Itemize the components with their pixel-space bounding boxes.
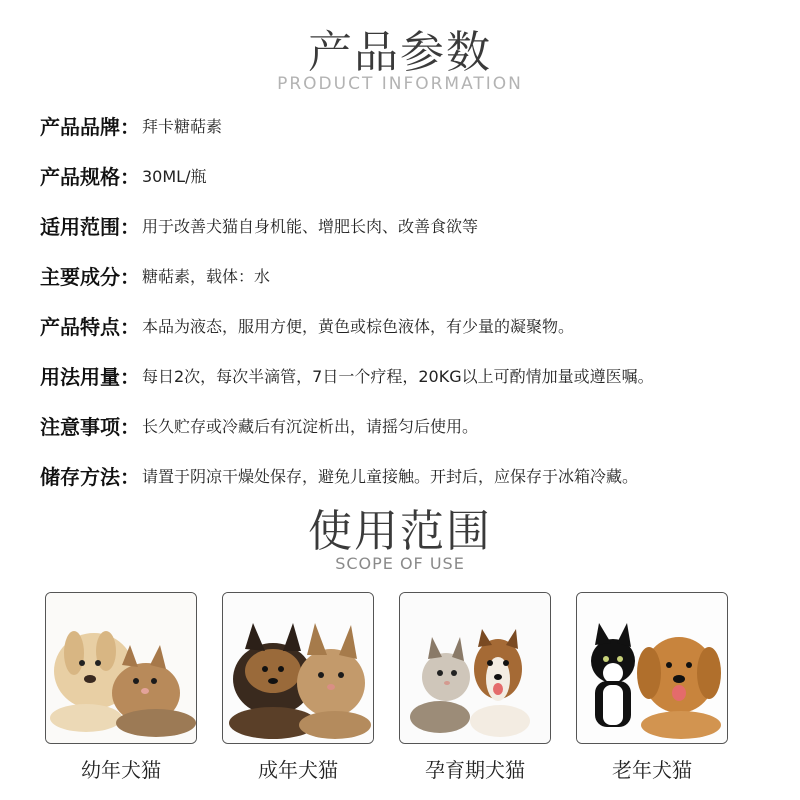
spec-value: 糖萜素，载体：水 [142,266,271,286]
spec-label: 用法用量： [40,364,140,389]
scope-card-list [45,592,735,792]
spec-label: 储存方法： [40,464,140,489]
spec-row-dosage [40,350,790,400]
spec-value: 每日2次，每次半滴管，7日一个疗程，20KG以上可酌情加量或遵医嘱。 [142,366,654,386]
spec-row-brand [40,100,790,150]
spec-row-ingredients [40,250,790,300]
spec-value: 拜卡糖萜素 [142,116,223,136]
spec-label: 产品规格： [40,164,140,189]
product-info-subtitle: PRODUCT INFORMATION [277,74,523,94]
scope-card-senior [576,592,728,783]
scope-card-young [45,592,197,783]
spec-value: 长久贮存或冷藏后有沉淀析出，请摇匀后使用。 [142,416,479,436]
scope-subtitle: SCOPE OF USE [335,554,465,573]
spec-row-size [40,150,790,200]
spec-row-scope [40,200,790,250]
spec-label: 产品特点： [40,314,140,339]
scope-card-label: 孕育期犬猫 [425,758,525,782]
spec-row-storage [40,450,790,500]
spec-label: 产品品牌： [40,114,140,139]
scope-card-label: 老年犬猫 [612,758,692,782]
senior-dog-cat-photo [576,592,728,744]
spec-row-features [40,300,790,350]
spec-value: 本品为液态，服用方便，黄色或棕色液体，有少量的凝聚物。 [142,316,575,336]
scope-card-label: 幼年犬猫 [81,758,161,782]
spec-label: 注意事项： [40,414,140,439]
spec-value: 用于改善犬猫自身机能、增肥长肉、改善食欲等 [142,216,479,236]
scope-title: 使用范围 [308,506,492,557]
spec-row-cautions [40,400,790,450]
spec-value: 30ML/瓶 [142,166,207,186]
product-info-title: 产品参数 [308,27,492,78]
scope-card-pregnant [399,592,551,783]
scope-card-label: 成年犬猫 [258,758,338,782]
spec-value: 请置于阴凉干燥处保存，避免儿童接触。开封后，应保存于冰箱冷藏。 [142,466,639,486]
scope-card-adult [222,592,374,783]
puppy-kitten-photo [45,592,197,744]
adult-dog-cat-photo [222,592,374,744]
spec-label: 主要成分： [40,264,140,289]
pregnant-dog-cat-photo [399,592,551,744]
spec-label: 适用范围： [40,214,140,239]
spec-list [40,100,790,500]
